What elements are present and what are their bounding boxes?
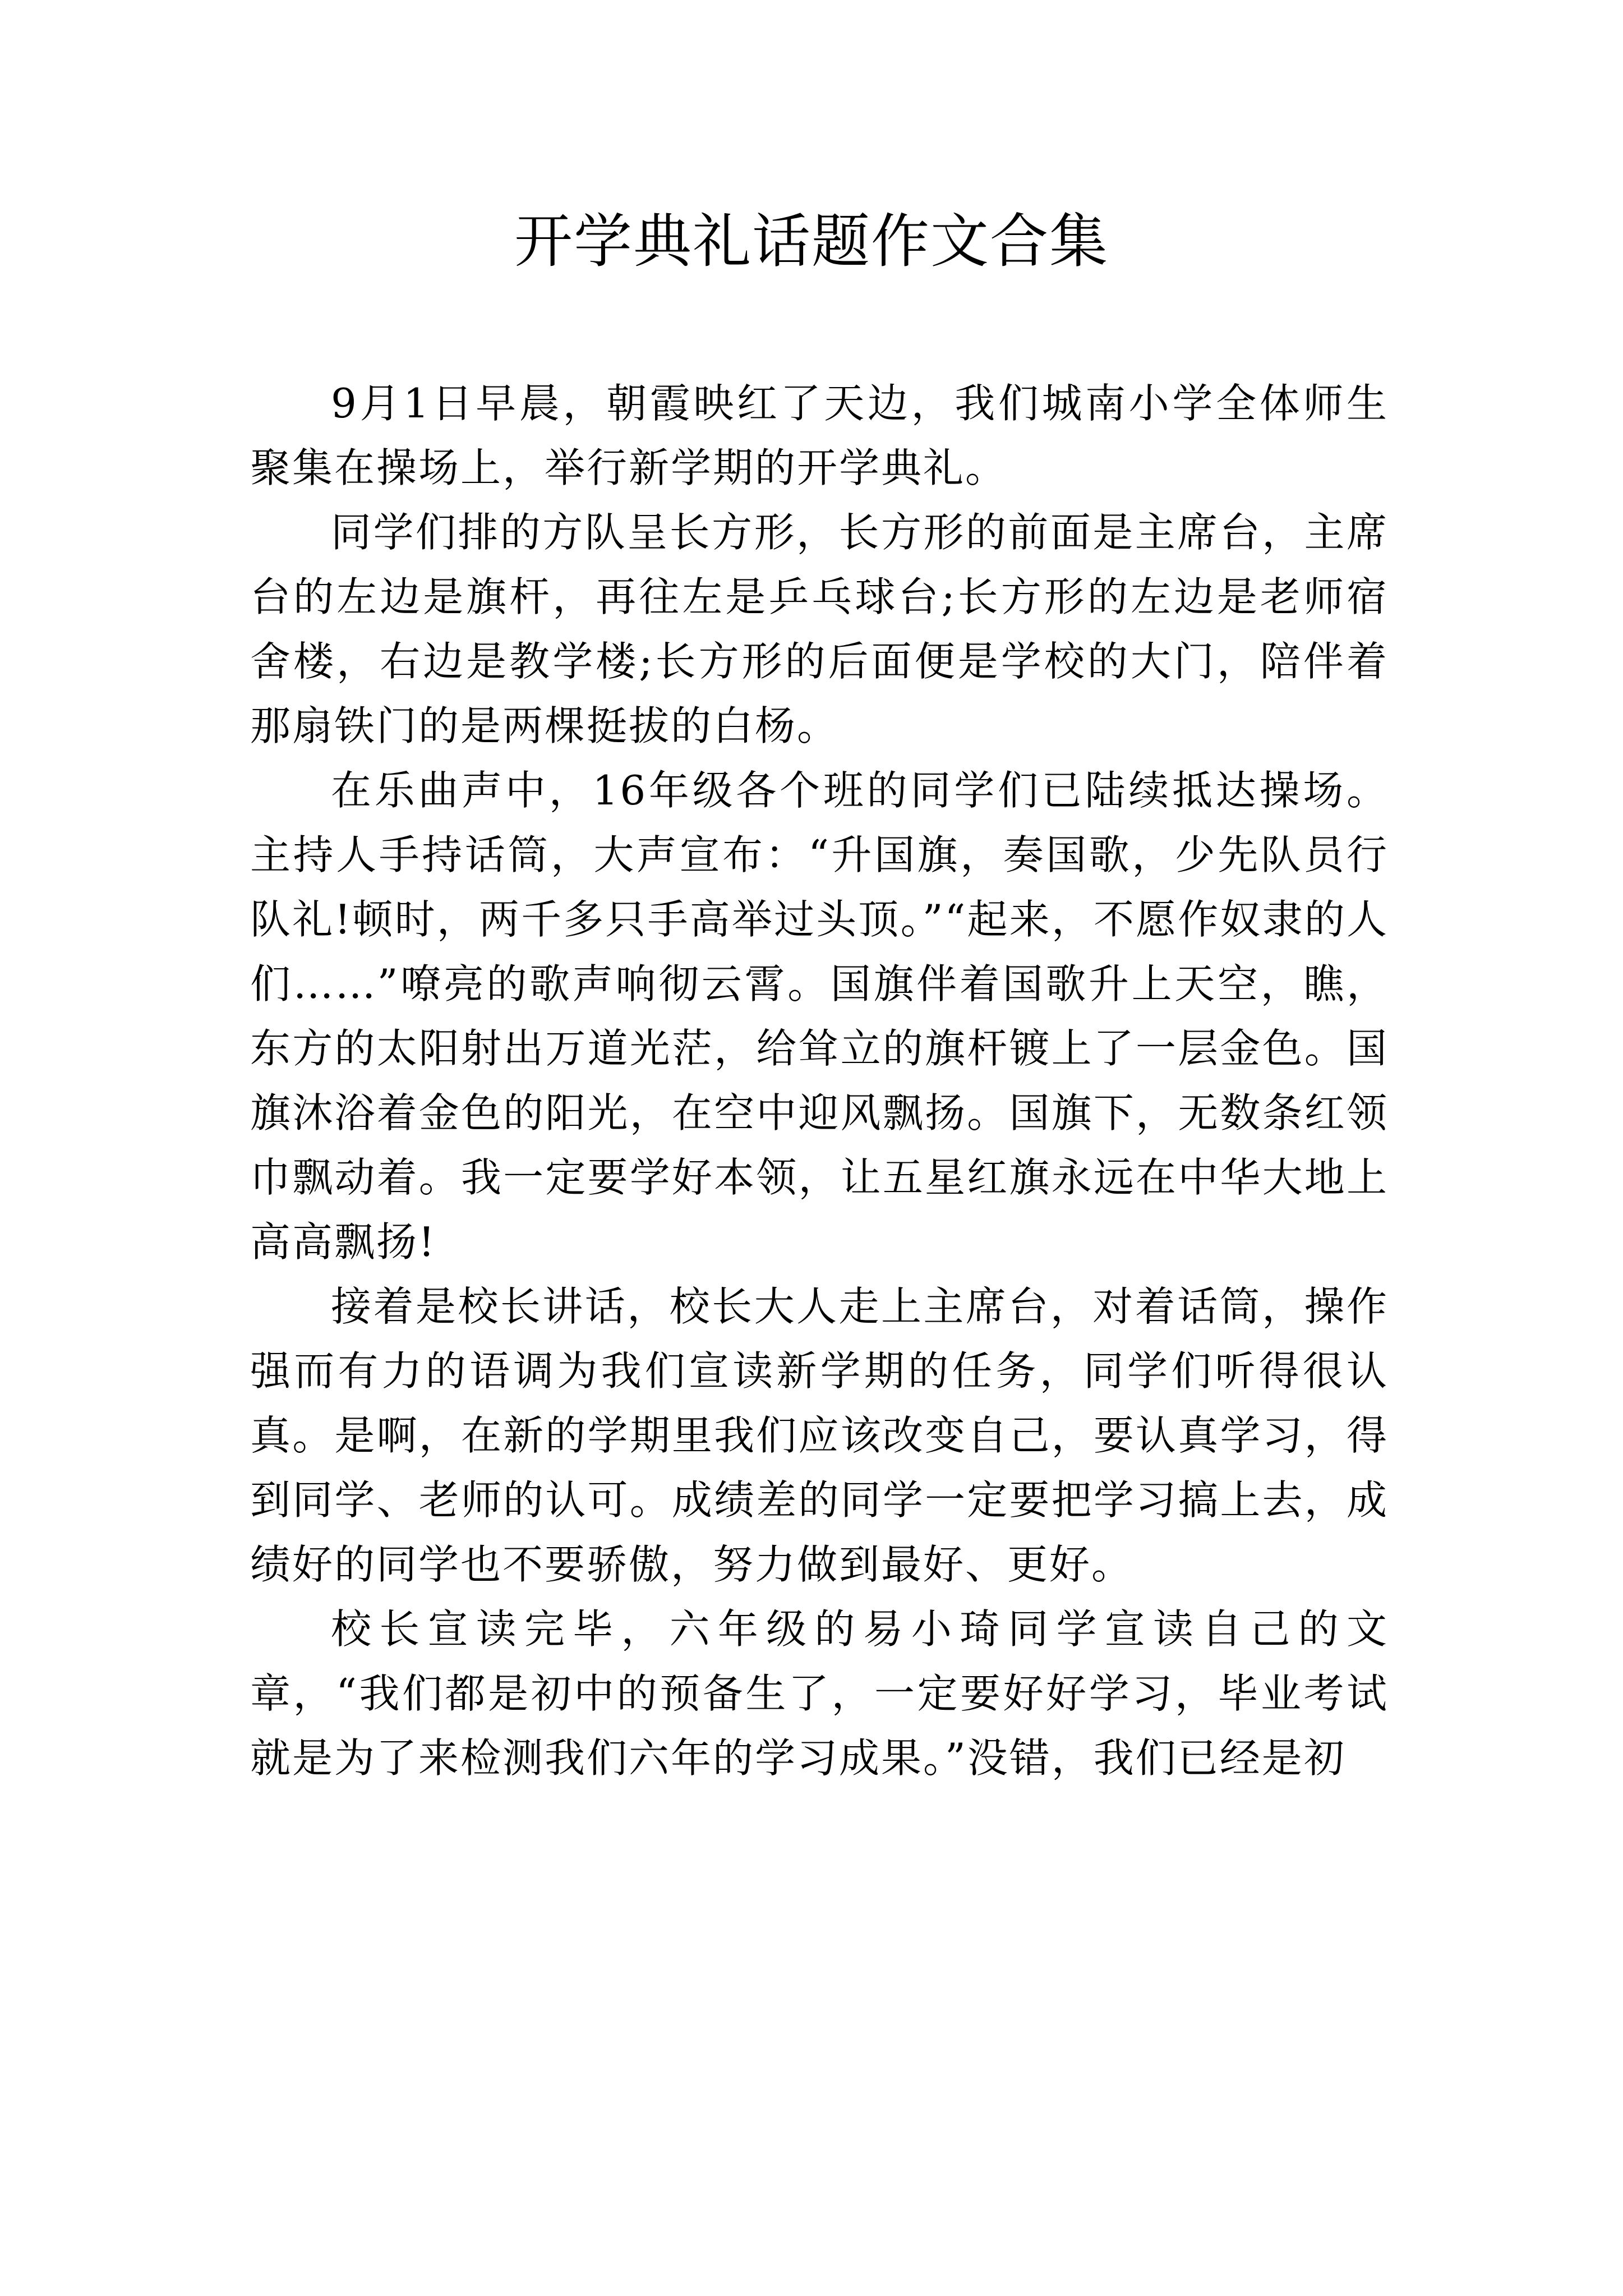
paragraph-opening: 9月1日早晨，朝霞映红了天边，我们城南小学全体师生聚集在操场上，举行新学期的开学典礼。 [250, 380, 1389, 491]
document-body [250, 371, 1389, 1791]
paragraph-student-speech: 校长宣读完毕，六年级的易小琦同学宣读自己的文章，“我们都是初中的预备生了，一定要好好学习，毕业考试就是为了来检测我们六年的学习成果。”没错，我们已经是初 [250, 1605, 1389, 1782]
paragraph-layout: 同学们排的方队呈长方形，长方形的前面是主席台，主席台的左边是旗杆，再往左是乒乓球台;长方形的左边是老师宿舍楼，右边是教学楼;长方形的后面便是学校的大门，陪伴着那扇铁门的是两棵挺拔的白杨。 [250, 509, 1389, 749]
paragraph-flag-raising: 在乐曲声中，16年级各个班的同学们已陆续抵达操场。主持人手持话筒，大声宣布：“升国旗，奏国歌，少先队员行队礼!顿时，两千多只手高举过头顶。”“起来，不愿作奴隶的人们……”嘹亮的歌声响彻云霄。国旗伴着国歌升上天空，瞧，东方的太阳射出万道光茫，给耸立的旗杆镀上了一层金色。国旗沐浴着金色的阳光，在空中迎风飘扬。国旗下，无数条红领巾飘动着。我一定要学好本领，让五星红旗永远在中华大地上高高飘扬! [250, 767, 1389, 1266]
document-title: 开学典礼话题作文合集 [514, 207, 1109, 275]
paragraph-principal-speech: 接着是校长讲话，校长大人走上主席台，对着话筒，操作强而有力的语调为我们宣读新学期的任务，同学们听得很认真。是啊，在新的学期里我们应该改变自己，要认真学习，得到同学、老师的认可。成绩差的同学一定要把学习搞上去，成绩好的同学也不要骄傲，努力做到最好、更好。 [250, 1283, 1389, 1588]
